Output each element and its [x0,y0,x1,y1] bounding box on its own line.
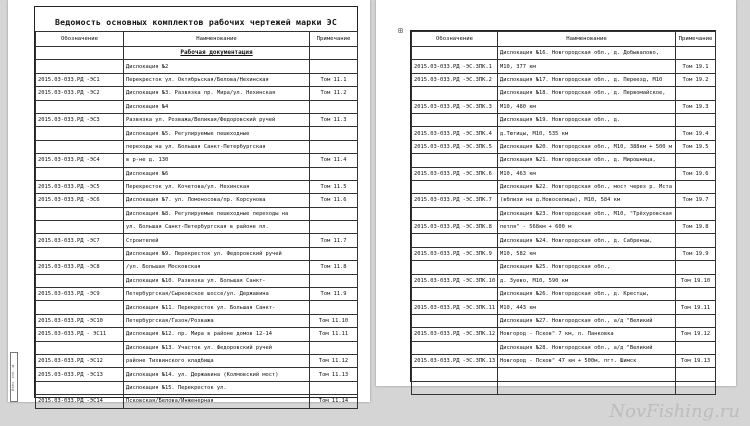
table-row [36,73,358,86]
table-row [36,140,358,153]
designation-cell: 2015.03-033.РД -ЭС.ЗПК.10 [412,274,498,287]
designation-cell [412,234,498,247]
note-cell [310,100,358,113]
table-row [412,221,716,234]
designation-cell: 2015.03-033.РД -ЭС1 [36,73,124,86]
designation-cell [36,207,124,220]
table-row [36,113,358,126]
name-cell: Дислокация №20. Новгородская обл., М10, 388км + 500 м [498,140,676,153]
name-cell: /ул. Большая Московская [124,261,310,274]
designation-cell: 2015.03-033.РД -ЭС.ЗПК.11 [412,301,498,314]
note-cell [676,47,716,60]
designation-cell [36,100,124,113]
note-cell [310,207,358,220]
table-row [36,301,358,314]
note-cell [310,381,358,394]
designation-cell [36,341,124,354]
name-cell: Дислокация №9. Перекресток ул. Федоровский ручей [124,247,310,260]
name-cell: Дислокация №2 [124,60,310,73]
table-row [36,100,358,113]
designation-cell [36,60,124,73]
table-row [412,354,716,367]
table-header-row [412,32,716,47]
designation-cell [412,288,498,301]
note-cell: Том 19.9 [676,247,716,260]
table-row [412,261,716,274]
note-cell [676,180,716,193]
table-move-handle-icon[interactable]: ⊞ [398,26,403,35]
table-row [36,234,358,247]
name-cell: Дислокация №28. Новгородская обл., а/д "Великий [498,341,676,354]
table-row [412,274,716,287]
note-cell: Том 19.8 [676,221,716,234]
designation-cell: 2015.03-033.РД -ЭС.ЗПК.5 [412,140,498,153]
note-cell: Том 11.12 [310,354,358,367]
name-cell: М10, 377 км [498,60,676,73]
table-row [412,194,716,207]
header-note: Примечание [310,32,358,47]
section-title: Рабочая документация [124,47,310,60]
name-cell: Развязка ул. Розважа/Великая/Федоровский ручей [124,113,310,126]
note-cell [310,247,358,260]
note-cell: Том 11.9 [310,288,358,301]
designation-cell [36,247,124,260]
page-1-frame [34,6,358,405]
note-cell [310,341,358,354]
section-row [36,47,358,60]
note-cell: Том 19.6 [676,167,716,180]
section-cell-empty [36,47,124,60]
name-cell: (вблизи на д.Новоселицы), М10, 584 км [498,194,676,207]
document-page-2 [376,0,736,386]
note-cell: Том 11.14 [310,395,358,408]
table-row [412,234,716,247]
designation-cell [412,314,498,327]
name-cell: Дислокация №26. Новгородская обл., д. Крестцы, [498,288,676,301]
designation-cell: 2015.03-033.РД -ЭС.ЗПК.6 [412,167,498,180]
table-row [412,113,716,126]
table-row [36,221,358,234]
designation-cell [36,140,124,153]
note-cell: Том 19.7 [676,194,716,207]
table-row [412,140,716,153]
name-cell: Дислокация №14. ул. Державина (Колмовский мост) [124,368,310,381]
name-cell: Дислокация №8. Регулируемые пешеходные переходы на [124,207,310,220]
note-cell: Том 11.13 [310,368,358,381]
header-name: Наименование [498,32,676,47]
designation-cell: 2015.03-033.РД -ЭС9 [36,288,124,301]
page-title: Ведомость основных комплектов рабочих чертежей марки ЭС [54,17,338,27]
side-stamp: Взам. инв. № [10,352,18,402]
table-row [412,180,716,193]
note-cell: Том 19.2 [676,73,716,86]
table-row [36,247,358,260]
drawings-table-page-2 [411,31,716,395]
name-cell: Перекресток ул. Октябрьская/Белова/Нехинская [124,73,310,86]
table-row [36,60,358,73]
table-row [36,261,358,274]
name-cell: д. Зуево, М10, 590 км [498,274,676,287]
name-cell: Дислокация №3. Развязка пр. Мира/ул. Нехинская [124,87,310,100]
note-cell: Том 19.12 [676,328,716,341]
note-cell [676,368,716,381]
watermark-logo: NovFishing.ru [609,401,740,422]
designation-cell: 2015.03-033.РД -ЭС14 [36,395,124,408]
name-cell: Дислокация №19. Новгородская обл., д. [498,113,676,126]
designation-cell [412,180,498,193]
designation-cell [36,221,124,234]
header-designation: Обозначение [412,32,498,47]
note-cell: Том 11.5 [310,180,358,193]
table-row [412,100,716,113]
designation-cell [36,301,124,314]
name-cell: Псковская/Белова/Инженерная [124,395,310,408]
name-cell [498,368,676,381]
note-cell: Том 19.1 [676,60,716,73]
table-row [36,368,358,381]
note-cell [676,261,716,274]
name-cell: Петербургская/Газон/Розважа [124,314,310,327]
table-row [36,395,358,408]
note-cell [676,381,716,394]
name-cell: Дислокация №7. ул. Ломоносова/пр. Корсунова [124,194,310,207]
designation-cell: 2015.03-033.РД -ЭС2 [36,87,124,100]
designation-cell [412,341,498,354]
name-cell: Дислокация №10. Развязка ул. Большая Санкт- [124,274,310,287]
designation-cell [412,261,498,274]
name-cell: Дислокация №21. Новгородская обл., д. Мирошница, [498,154,676,167]
note-cell: Том 19.5 [676,140,716,153]
table-row [412,247,716,260]
table-row [36,194,358,207]
note-cell [676,288,716,301]
designation-cell: 2015.03-033.РД -ЭС.ЗПК.13 [412,354,498,367]
designation-cell: 2015.03-033.РД -ЭС.ЗПК.2 [412,73,498,86]
table-header-row [36,32,358,47]
note-cell [310,274,358,287]
designation-cell: 2015.03-033.РД -ЭС5 [36,180,124,193]
designation-cell [412,207,498,220]
note-cell: Том 19.13 [676,354,716,367]
note-cell [676,234,716,247]
designation-cell: 2015.03-033.РД -ЭС4 [36,154,124,167]
table-row [412,87,716,100]
name-cell: Дислокация №16. Новгородская обл., д. Добывалово, [498,47,676,60]
designation-cell: 2015.03-033.РД -ЭС13 [36,368,124,381]
name-cell: Дислокация №6 [124,167,310,180]
table-row [36,87,358,100]
designation-cell [36,274,124,287]
table-row [36,354,358,367]
note-cell [676,314,716,327]
name-cell: М10, 480 км [498,100,676,113]
name-cell: Дислокация №24. Новгородская обл., д. Сабренцы, [498,234,676,247]
designation-cell: 2015.03-033.РД -ЭС.ЗПК.12 [412,328,498,341]
table-row [412,47,716,60]
note-cell: Том 11.1 [310,73,358,86]
table-row [412,73,716,86]
name-cell: Дислокация №13. Участок ул. Федоровский ручей [124,341,310,354]
name-cell: Дислокация №4 [124,100,310,113]
section-cell-empty [310,47,358,60]
designation-cell: 2015.03-033.РД -ЭС.ЗПК.1 [412,60,498,73]
note-cell [310,127,358,140]
table-row [36,314,358,327]
designation-cell [412,368,498,381]
note-cell [310,60,358,73]
table-row [412,60,716,73]
name-cell: ул. Большая Санкт-Петербургская в районе пл. [124,221,310,234]
table-row [412,154,716,167]
name-cell: Дислокация №5. Регулируемые пешеходные [124,127,310,140]
name-cell: Дислокация №12. пр. Мира в районе домов 12-14 [124,328,310,341]
designation-cell: 2015.03-033.РД -ЭС.ЗПК.4 [412,127,498,140]
designation-cell: 2015.03-033.РД - ЭС11 [36,328,124,341]
table-row [412,127,716,140]
name-cell: в р-не д. 130 [124,154,310,167]
note-cell: Том 11.11 [310,328,358,341]
table-row [412,207,716,220]
designation-cell: 2015.03-033.РД -ЭС6 [36,194,124,207]
name-cell: Дислокация №15. Перекресток ул. [124,381,310,394]
note-cell: Том 11.6 [310,194,358,207]
name-cell: Новгород - Псков" 47 км + 500м, пгт. Шимск [498,354,676,367]
note-cell: Том 11.2 [310,87,358,100]
note-cell [676,87,716,100]
table-row [412,368,716,381]
name-cell: районе Тихвинского кладбища [124,354,310,367]
table-row [36,328,358,341]
name-cell: Дислокация №11. Перекресток ул. Большая Санкт- [124,301,310,314]
note-cell [310,167,358,180]
note-cell [310,140,358,153]
header-name: Наименование [124,32,310,47]
designation-cell [36,381,124,394]
name-cell: Дислокация №25. Новгородская обл., [498,261,676,274]
name-cell: д.Тютицы, М10, 535 км [498,127,676,140]
note-cell: Том 11.8 [310,261,358,274]
table-row [412,341,716,354]
note-cell: Том 19.11 [676,301,716,314]
designation-cell: 2015.03-033.РД -ЭС7 [36,234,124,247]
designation-cell: 2015.03-033.РД -ЭС.ЗПК.8 [412,221,498,234]
note-cell: Том 19.3 [676,100,716,113]
table-row [36,180,358,193]
name-cell: М10, 463 км [498,167,676,180]
table-row [36,288,358,301]
name-cell: переходы на ул. Большая Санкт-Петербургская [124,140,310,153]
table-row [412,167,716,180]
table-row [36,381,358,394]
table-row [36,167,358,180]
note-cell: Том 19.10 [676,274,716,287]
table-row [36,341,358,354]
table-row [412,381,716,394]
table-row [36,127,358,140]
note-cell [676,207,716,220]
designation-cell [412,381,498,394]
designation-cell [36,167,124,180]
note-cell: Том 11.7 [310,234,358,247]
designation-cell: 2015.03-033.РД -ЭС10 [36,314,124,327]
note-cell: Том 19.4 [676,127,716,140]
note-cell [676,113,716,126]
designation-cell [412,47,498,60]
name-cell: Дислокация №23. Новгородская обл., М10, "Трёхуровская [498,207,676,220]
designation-cell [412,87,498,100]
designation-cell [412,154,498,167]
note-cell: Том 11.10 [310,314,358,327]
drawings-table-page-1 [35,31,358,409]
header-designation: Обозначение [36,32,124,47]
name-cell: Петербургская/Сырковское шоссе/ул. Державина [124,288,310,301]
table-row [412,301,716,314]
designation-cell: 2015.03-033.РД -ЭС.ЗПК.7 [412,194,498,207]
page-2-frame [410,30,716,382]
note-cell [310,221,358,234]
table-row [412,314,716,327]
designation-cell: 2015.03-033.РД -ЭС12 [36,354,124,367]
table-row [36,274,358,287]
header-note: Примечание [676,32,716,47]
name-cell: Перекресток ул. Кочетова/ул. Нехинская [124,180,310,193]
name-cell: Дислокация №22. Новгородская обл., мост через р. Мста [498,180,676,193]
table-row [412,288,716,301]
note-cell: Том 11.4 [310,154,358,167]
designation-cell: 2015.03-033.РД -ЭС.ЗПК.3 [412,100,498,113]
designation-cell [412,113,498,126]
designation-cell: 2015.03-033.РД -ЭС8 [36,261,124,274]
name-cell: петля" - 568км + 600 м [498,221,676,234]
name-cell: Дислокация №18. Новгородская обл., д. Первомайское, [498,87,676,100]
name-cell: Строителей [124,234,310,247]
name-cell: М10, 582 км [498,247,676,260]
designation-cell: 2015.03-033.РД -ЭС.ЗПК.9 [412,247,498,260]
note-cell [676,341,716,354]
table-row [36,154,358,167]
name-cell [498,381,676,394]
name-cell: Дислокация №27. Новгородская обл., а/д "Великий [498,314,676,327]
designation-cell [36,127,124,140]
designation-cell: 2015.03-033.РД -ЭС3 [36,113,124,126]
name-cell: Дислокация №17. Новгородская обл., д. Переезд, М10 [498,73,676,86]
name-cell: М10, 443 км [498,301,676,314]
document-page-1 [8,0,370,405]
table-row [412,328,716,341]
note-cell [676,154,716,167]
note-cell: Том 11.3 [310,113,358,126]
note-cell [310,301,358,314]
name-cell: Новгород - Псков" 7 км, п. Панковка [498,328,676,341]
table-row [36,207,358,220]
